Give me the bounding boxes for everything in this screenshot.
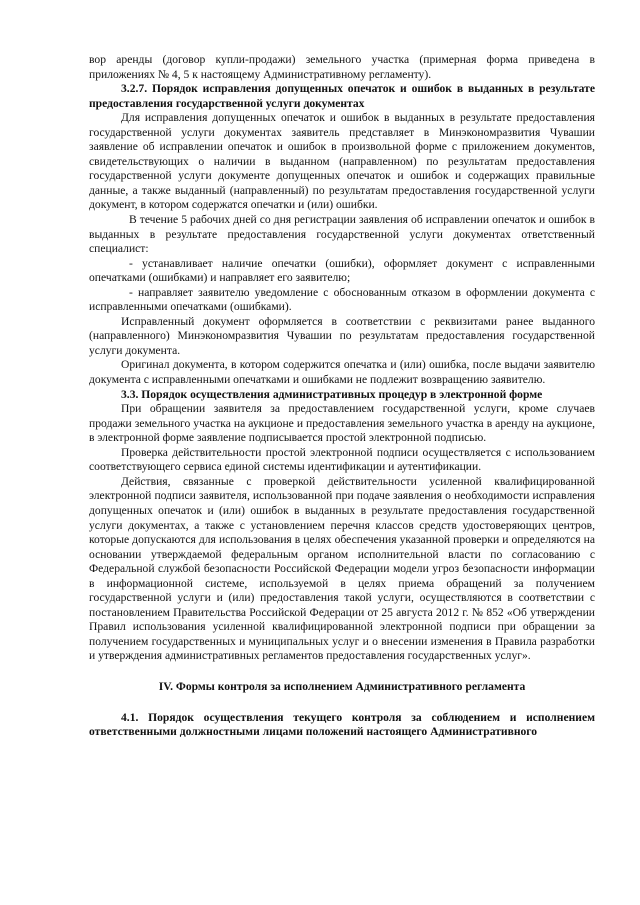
list-item-establishes: - устанавливает наличие опечатки (ошибки), оформляет документ с исправленными опечатками (ошибками) и направляет его заявителю; — [89, 256, 595, 285]
paragraph-corrected-document: Исправленный документ оформляется в соответствии с реквизитами ранее выданного (направленного) Минэкономразвития Чувашии по результатам предоставления государственной услуги документа. — [89, 314, 595, 357]
document-body — [89, 53, 595, 740]
section-heading-3-3: 3.3. Порядок осуществления административных процедур в электронной форме — [121, 387, 543, 401]
paragraph-original-document: Оригинал документа, в котором содержится опечатка и (или) ошибка, после выдачи заявителю документа с исправленными опечатками и ошибками не подлежит возвращению заявителю. — [89, 358, 595, 387]
paragraph-electronic-application: При обращении заявителя за предоставлением государственной услуги, кроме случаев продажи земельного участка на аукционе и предоставления земельного участка в аренду на аукционе, в электронной форме заявление подписывается простой электронной подписью. — [89, 402, 595, 445]
paragraph-signature-check: Проверка действительности простой электронной подписи осуществляется с использованием соответствующего сервиса единой системы идентификации и аутентификации. — [89, 445, 595, 474]
spacer — [89, 664, 595, 680]
paragraph-continuation: вор аренды (договор купли-продажи) земельного участка (примерная форма приведена в приложениях № 4, 5 к настоящему Административному регламенту). — [89, 53, 595, 81]
section-heading-4-1: 4.1. Порядок осуществления текущего контроля за соблюдением и исполнением ответственными должностными лицами положений настоящего Административного — [89, 710, 595, 739]
spacer — [89, 695, 595, 711]
paragraph-correction-application: Для исправления допущенных опечаток и ошибок в выданных в результате предоставления государственной услуги документах заявитель представляет в Минэкономразвития Чувашии заявление об исправлении опечаток и ошибок в произвольной форме с приложением документов, свидетельствующих о наличии в выданном (направленном) по результатам предоставления государственной услуги документе допущенных опечаток и ошибок и содержащих правильные данные, а также выданный (направленный) по результатам предоставления государственной услуги документ, в котором содержатся опечатки и (или) ошибки. — [89, 111, 595, 212]
paragraph-qualified-signature: Действия, связанные с проверкой действительности усиленной квалифицированной электронной подписи заявителя, использованной при подаче заявления о необходимости исправления допущенных опечаток и (или) ошибок в выданных в результате предоставления государственной услуги документах, а также с установлением перечня классов средств удостоверяющих центров, которые допускаются для использования в целях обеспечения указанной проверки и определяются на основании утверждаемой федеральным органом исполнительной власти по согласованию с Федеральной службой безопасности Российской Федерации модели угроз безопасности информации в информационной системе, используемой в целях приема обращений за получением государственной услуги и (или) предоставления такой услуги, осуществляются в соответствии с постановлением Правительства Российской Федерации от 25 августа 2012 г. № 852 «Об утверждении Правил использования усиленной квалифицированной электронной подписи при обращении за получением государственных и муниципальных услуг и о внесении изменения в Правила разработки и утверждения административных регламентов предоставления государственных услуг». — [89, 474, 595, 663]
chapter-heading-iv: IV. Формы контроля за исполнением Административного регламента — [158, 679, 526, 693]
section-heading-3-2-7: 3.2.7. Порядок исправления допущенных опечаток и ошибок в выданных в результате предоставления государственной услуги документах — [89, 82, 595, 110]
list-item-refusal: - направляет заявителю уведомление с обоснованным отказом в оформлении документа с исправленными опечатками (ошибками). — [89, 285, 595, 314]
paragraph-five-days: В течение 5 рабочих дней со дня регистрации заявления об исправлении опечаток и ошибок в выданных в результате предоставления государственной услуги документах ответственный специалист: — [89, 213, 595, 256]
